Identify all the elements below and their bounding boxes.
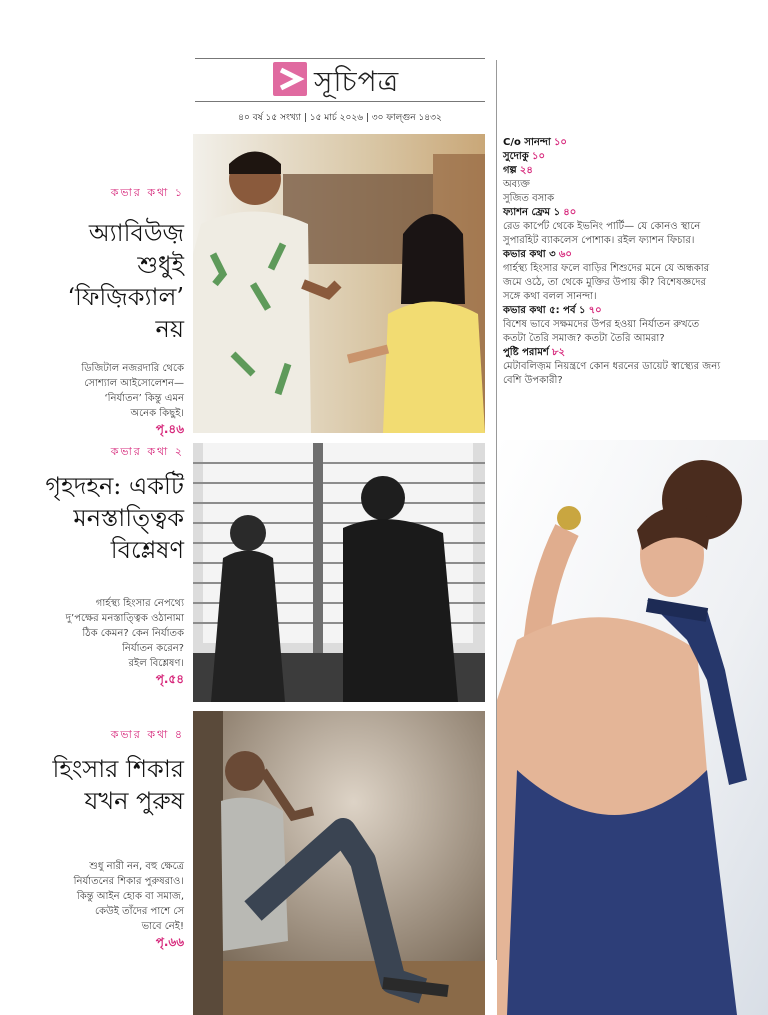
toc-entry-text: সুজিত বসাক — [503, 193, 555, 204]
toc-entry[interactable] — [503, 346, 725, 360]
toc-entry-text: রেড কার্পেট থেকে ইভনিং পার্টি— যে কোনও স্থানে সুপারহিট ব্যাকলেস পোশাক। রইল ফ্যাশন ফিচার। — [503, 221, 701, 246]
story-3[interactable] — [0, 726, 184, 954]
toc-entry-text: অব্যক্ত — [503, 179, 530, 190]
table-of-contents — [503, 136, 725, 388]
toc-description — [503, 178, 725, 192]
story-kicker: কভার কথা ২ — [110, 445, 184, 458]
issue-line: ৪০ বর্ষ ১৫ সংখ্যা | ১৫ মার্চ ২০২৬ | ৩০ ফাল্গুন ১৪৩২ — [238, 113, 442, 123]
story-kicker: কভার কথা ১ — [110, 186, 184, 199]
toc-description — [503, 192, 725, 206]
page-title: সূচিপত্র — [314, 65, 400, 98]
toc-entry[interactable] — [503, 206, 725, 220]
toc-entry[interactable] — [503, 304, 725, 318]
toc-description — [503, 318, 725, 346]
toc-entry-title: C/o সানন্দা — [503, 137, 551, 148]
toc-page-number[interactable]: ৬০ — [558, 249, 572, 260]
story-page-ref[interactable]: পৃ.৬৬ — [155, 935, 184, 949]
toc-entry[interactable] — [503, 248, 725, 262]
story-headline: হিংসার শিকার যখন পুরুষ — [52, 755, 184, 815]
toc-page-number[interactable]: ১০ — [531, 151, 545, 162]
toc-description — [503, 360, 725, 388]
toc-page-number[interactable]: ৭০ — [588, 305, 602, 316]
toc-page-number[interactable]: ৮২ — [551, 347, 565, 358]
toc-entry-text: বিশেষ ভাবে সক্ষমদের উপর হওয়া নির্যাতন রুখতে কতটা তৈরি সমাজ? কতটা তৈরি আমরা? — [503, 319, 700, 344]
toc-entry-title: কভার কথা ৫: পর্ব ১ — [503, 305, 586, 316]
story-teaser: ডিজিটাল নজরদারি থেকে সোশ্যাল আইসোলেশন— ‘নির্যাতন’ কিন্তু এমন অনেক কিছুই। — [81, 363, 184, 419]
toc-entry-title: সুদোকু — [503, 151, 529, 162]
story-2[interactable] — [0, 443, 184, 691]
sananda-logo-icon — [273, 62, 307, 96]
story-1[interactable] — [0, 184, 184, 441]
toc-entry[interactable] — [503, 136, 725, 150]
toc-entry-text: মেটাবলিজ়ম নিয়ন্ত্রণে কোন ধরনের ডায়েট স্বাস্থ্যের জন্য বেশি উপকারী? — [503, 361, 721, 386]
story-page-ref[interactable]: পৃ.৫৪ — [155, 672, 184, 686]
story-teaser: শুধু নারী নন, বহু ক্ষেত্রে নির্যাতনের শিকার পুরুষরাও। কিন্তু আইন হোক বা সমাজ, কেউই তাঁদের পাশে সে ভাবে নেই! — [73, 861, 184, 932]
toc-description — [503, 262, 725, 304]
toc-entry-title: ফ্যাশন ফ্রেম ১ — [503, 207, 561, 218]
story-headline: গৃহদহন: একটি মনস্তাত্ত্বিক বিশ্লেষণ — [45, 472, 184, 564]
story-teaser: গার্হস্থ্য হিংসার নেপথ্যে দু’পক্ষের মনস্তাত্ত্বিক ওঠানামা ঠিক কেমন? কেন নির্যাতক নির্যাতন করেন? রইল বিশ্লেষণ। — [65, 598, 184, 669]
masthead-top-rule — [195, 58, 485, 59]
story-headline: অ্যাবিউজ় শুধুই ‘ফিজ়িক্যাল’ নয় — [67, 219, 184, 343]
toc-description — [503, 220, 725, 248]
toc-entry-title: গল্প — [503, 165, 517, 176]
story-1-photo[interactable] — [193, 134, 485, 433]
story-page-ref[interactable]: পৃ.৪৬ — [155, 422, 184, 436]
toc-page-number[interactable]: ১০ — [553, 137, 567, 148]
toc-entry-title: কভার কথা ৩ — [503, 249, 556, 260]
toc-entry-text: গার্হস্থ্য হিংসার ফলে বাড়ির শিশুদের মনে যে অন্ধকার জমে ওঠে, তা থেকে মুক্তির উপায় কী? বিশেষজ্ঞদের সঙ্গে কথা বলল সানন্দা। — [503, 263, 710, 302]
toc-page-number[interactable]: ২৪ — [519, 165, 533, 176]
story-2-photo[interactable] — [193, 443, 485, 702]
cover-model-photo — [497, 440, 768, 1015]
toc-entry-title: পুষ্টি পরামর্শ — [503, 347, 549, 358]
toc-entry[interactable] — [503, 150, 725, 164]
story-kicker: কভার কথা ৪ — [110, 728, 184, 741]
toc-entry[interactable] — [503, 164, 725, 178]
masthead-bottom-rule — [195, 101, 485, 102]
story-3-photo[interactable] — [193, 711, 485, 1015]
toc-page-number[interactable]: ৪০ — [563, 207, 577, 218]
